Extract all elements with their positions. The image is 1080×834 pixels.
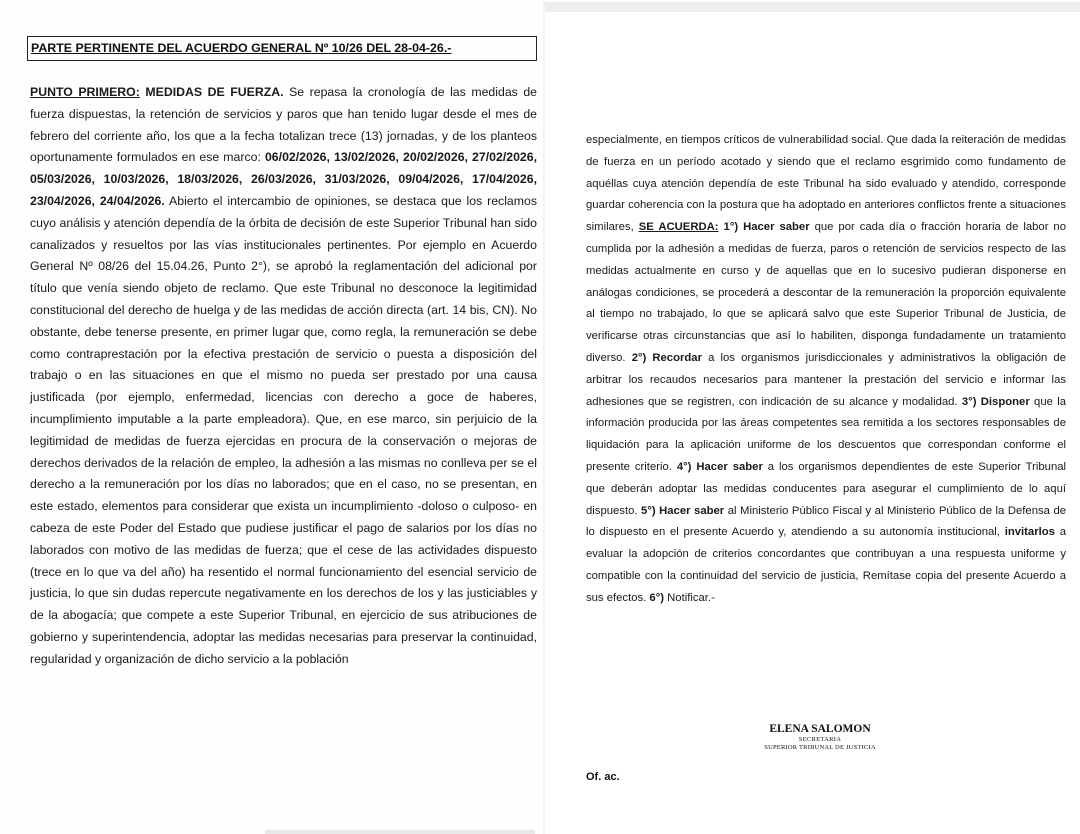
item-4-text: a los organismos dependientes de este Superior Tribunal que deberán adoptar las medidas conducentes para asegurar el cumplimiento de lo aquí dispuesto.	[586, 460, 1067, 517]
item-1-label: 1°) Hacer saber	[723, 221, 810, 234]
signatory-name: ELENA SALOMON	[769, 723, 871, 735]
item-5-tail: a evaluar la adopción de criterios concordantes que contribuyan a una respuesta uniforme y compatible con la continuidad del servicio de justicia, Remítase copia del presente Acuerdo a sus efectos.	[586, 526, 1066, 604]
punto-primero-paragraph	[30, 82, 537, 671]
medidas-de-fuerza-heading: MEDIDAS DE FUERZA.	[145, 85, 284, 99]
item-5-text: al Ministerio Público Fiscal y al Ministerio Público de la Defensa de lo dispuesto en el presente Acuerdo y, atendiendo a su autonomía institucional,	[586, 504, 1067, 539]
item-3-text: que la información producida por las áreas competentes sea remitida a los sectores responsables de liquidación para la aplicación uniforme de los descuentos que correspondan conforme el presente criterio.	[586, 395, 1066, 473]
signatory-role: SECRETARIA	[798, 736, 842, 743]
right-column-text	[586, 130, 1066, 610]
invitarlos-text: invitarlos	[1004, 526, 1055, 539]
intro-text: Se repasa la cronología de las medidas de fuerza dispuestas, la retención de servicios y paros que han tenido lugar desde el mes de febrero del corriente año, los que a la fecha totalizan trece (13) jornadas, y de los planteos oportunamente formulados en ese marco:	[30, 85, 538, 165]
body-text: Abierto el intercambio de opiniones, se destaca que los reclamos cuyo análisis y atención dependía de la órbita de decisión de este Superior Tribunal han sido canalizados y resueltos por las vías institucionales pertinentes. Por ejemplo en Acuerdo General Nº 08/26 del 15.04.26, Punto 2°), se aprobó la reglamentación del adicional por título que venía siendo objeto de reclamo. Que este Tribunal no desconoce la legitimidad constitucional del derecho de huelga y de las medidas de acción directa (art. 14 bis, CN). No obstante, debe tenerse presente, en primer lugar que, como regla, la remuneración se debe como contraprestación por la efectiva prestación de servicio o puesta a disposición del trabajo o en las situaciones en que el mismo no pueda ser prestado por una causa justificada (por ejemplo, enfermedad, licencias con derecho a goce de haberes, incumplimiento imputable a la parte empleadora). Que, en ese marco, sin perjuicio de la legitimidad de medidas de fuerza ejercidas en procura de la conservación o mejoras de derechos derivados de la relación de empleo, la adhesión a las mismas no conlleva per se el derecho a la remuneración por los días no laborados; que en el caso, no se presentan, en este estado, elementos para considerar que exista un incumplimiento -doloso o culposo- en cabeza de este Poder del Estado que pudiese justificar el pago de salarios por los días no laborados con motivo de las medidas de fuerza; que el cese de las actividades dispuesto (trece en lo que va del año) ha resentido el normal funcionamiento del esencial servicio de justicia, lo que sin dudas repercute negativamente en los derechos de los y las justiciables y de la abogacía; que compete a este Superior Tribunal, en ejercicio de sus atribuciones de gobierno y superintendencia, adoptar las medidas necesarias para preservar la continuidad, regularidad y organización de dicho servicio a la población	[30, 193, 537, 666]
continuation-text: especialmente, en tiempos críticos de vulnerabilidad social. Que dada la reiteración de medidas de fuerza en un período acotado y siendo que el reclamo esgrimido como fundamento de aquéllas cuya atención dependía de este Tribunal ha sido evaluado y atendido, corresponde guardar coherencia con la postura que ha adoptado en anteriores conflictos frente a situaciones similares,	[586, 134, 1066, 234]
document-title-box	[27, 36, 537, 61]
left-column-text	[30, 82, 537, 671]
resolution-paragraph	[586, 130, 1066, 610]
punto-primero-heading: PUNTO PRIMERO:	[30, 85, 140, 99]
item-2-text: a los organismos jurisdiccionales y administrativos la obligación de arbitrar los recaudos necesarios para mantener la prestación del servicio e informar las adhesiones que se registren, con indicación de su alcance y modalidad.	[586, 351, 1066, 408]
item-1-text: que por cada día o fracción horaria de labor no cumplida por la adhesión a medidas de fuerza, paros o retención de servicios respecto de las medidas actualmente en curso y de aquellas que en lo sucesivo pudieran disponerse en análogas condiciones, se procederá a descontar de la remuneración la proporción equivalente al tiempo no trabajado, lo que se aplicará salvo que este Superior Tribunal de Justicia, de verificarse otras circunstancias que así lo habiliten, disponga fundadamente un tratamiento diverso.	[586, 221, 1067, 364]
office-initials: Of. ac.	[586, 771, 620, 783]
se-acuerda-heading: SE ACUERDA:	[638, 221, 719, 234]
item-6-label: 6°)	[649, 591, 664, 604]
item-2-label: 2°) Recordar	[631, 351, 702, 364]
strike-dates: 06/02/2026, 13/02/2026, 20/02/2026, 27/02/2026, 05/03/2026, 10/03/2026, 18/03/2026, 26/03/2026, 31/03/2026, 09/04/2026, 17/04/2026, 23/04/2026, 24/04/2026.	[30, 150, 538, 208]
item-4-label: 4°) Hacer saber	[676, 460, 763, 473]
signatory-organization: SUPERIOR TRIBUNAL DE JUSTICIA	[764, 744, 876, 751]
item-5-label: 5°) Hacer saber	[641, 504, 725, 517]
page-edge	[265, 830, 535, 834]
signature-block	[700, 722, 940, 752]
document-title: PARTE PERTINENTE DEL ACUERDO GENERAL Nº 10/26 DEL 28-04-26.-	[31, 41, 452, 55]
item-3-label: 3°) Disponer	[961, 395, 1030, 408]
item-6-text: Notificar.-	[667, 591, 715, 604]
page-edge	[545, 2, 1080, 12]
